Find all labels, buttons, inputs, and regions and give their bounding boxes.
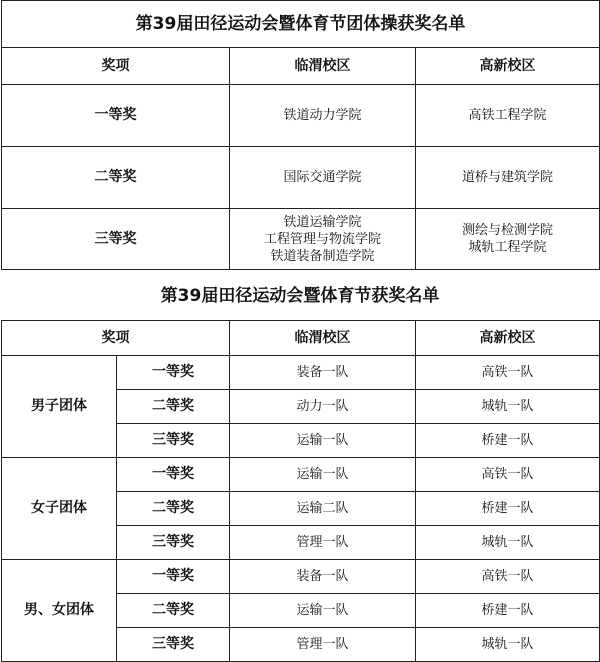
linwei-winner: 运输二队 [230,492,416,526]
table-row [2,458,600,492]
award-level: 三等奖 [117,526,230,560]
group-name: 女子团体 [2,458,117,560]
award-level: 三等奖 [117,424,230,458]
award-level: 二等奖 [117,492,230,526]
gaoxin-winner: 城轨一队 [416,390,600,424]
gaoxin-winner: 高铁一队 [416,458,600,492]
gaoxin-winner: 测绘与检测学院 城轨工程学院 [416,209,600,270]
linwei-winner: 国际交通学院 [230,147,416,209]
gaoxin-winner: 高铁一队 [416,356,600,390]
table-row [2,356,600,390]
group-name: 男子团体 [2,356,117,458]
award-level: 一等奖 [2,85,230,147]
award-level: 一等奖 [117,356,230,390]
table-row [2,560,600,594]
gaoxin-winner: 桥建一队 [416,424,600,458]
group-name: 男、女团体 [2,560,117,662]
table1-header-award: 奖项 [2,48,230,85]
gaoxin-winner: 城轨一队 [416,526,600,560]
linwei-winner: 装备一队 [230,356,416,390]
table-row [2,147,600,209]
table1-header-gaoxin: 高新校区 [416,48,600,85]
table2-header-award: 奖项 [2,321,230,356]
table-row [2,85,600,147]
linwei-winner: 铁道运输学院 工程管理与物流学院 铁道装备制造学院 [230,209,416,270]
award-level: 二等奖 [2,147,230,209]
group-gymnastics-award-table [1,0,600,270]
linwei-winner: 运输一队 [230,594,416,628]
award-level: 二等奖 [117,390,230,424]
gaoxin-winner: 高铁工程学院 [416,85,600,147]
gaoxin-winner: 城轨一队 [416,628,600,662]
linwei-winner: 管理一队 [230,526,416,560]
award-level: 三等奖 [117,628,230,662]
table-row [2,209,600,270]
table1-header-linwei: 临渭校区 [230,48,416,85]
award-level: 一等奖 [117,458,230,492]
gaoxin-winner: 桥建一队 [416,492,600,526]
table2-title: 第39届田径运动会暨体育节获奖名单 [160,286,440,306]
team-award-table [1,320,600,662]
linwei-winner: 运输一队 [230,458,416,492]
award-level: 二等奖 [117,594,230,628]
gaoxin-winner: 道桥与建筑学院 [416,147,600,209]
gaoxin-winner: 桥建一队 [416,594,600,628]
linwei-winner: 运输一队 [230,424,416,458]
award-level: 三等奖 [2,209,230,270]
linwei-winner: 铁道动力学院 [230,85,416,147]
table2-header-linwei: 临渭校区 [230,321,416,356]
gaoxin-winner: 高铁一队 [416,560,600,594]
linwei-winner: 动力一队 [230,390,416,424]
table2-header-gaoxin: 高新校区 [416,321,600,356]
award-level: 一等奖 [117,560,230,594]
table1-title: 第39届田径运动会暨体育节团体操获奖名单 [2,1,600,48]
linwei-winner: 装备一队 [230,560,416,594]
linwei-winner: 管理一队 [230,628,416,662]
